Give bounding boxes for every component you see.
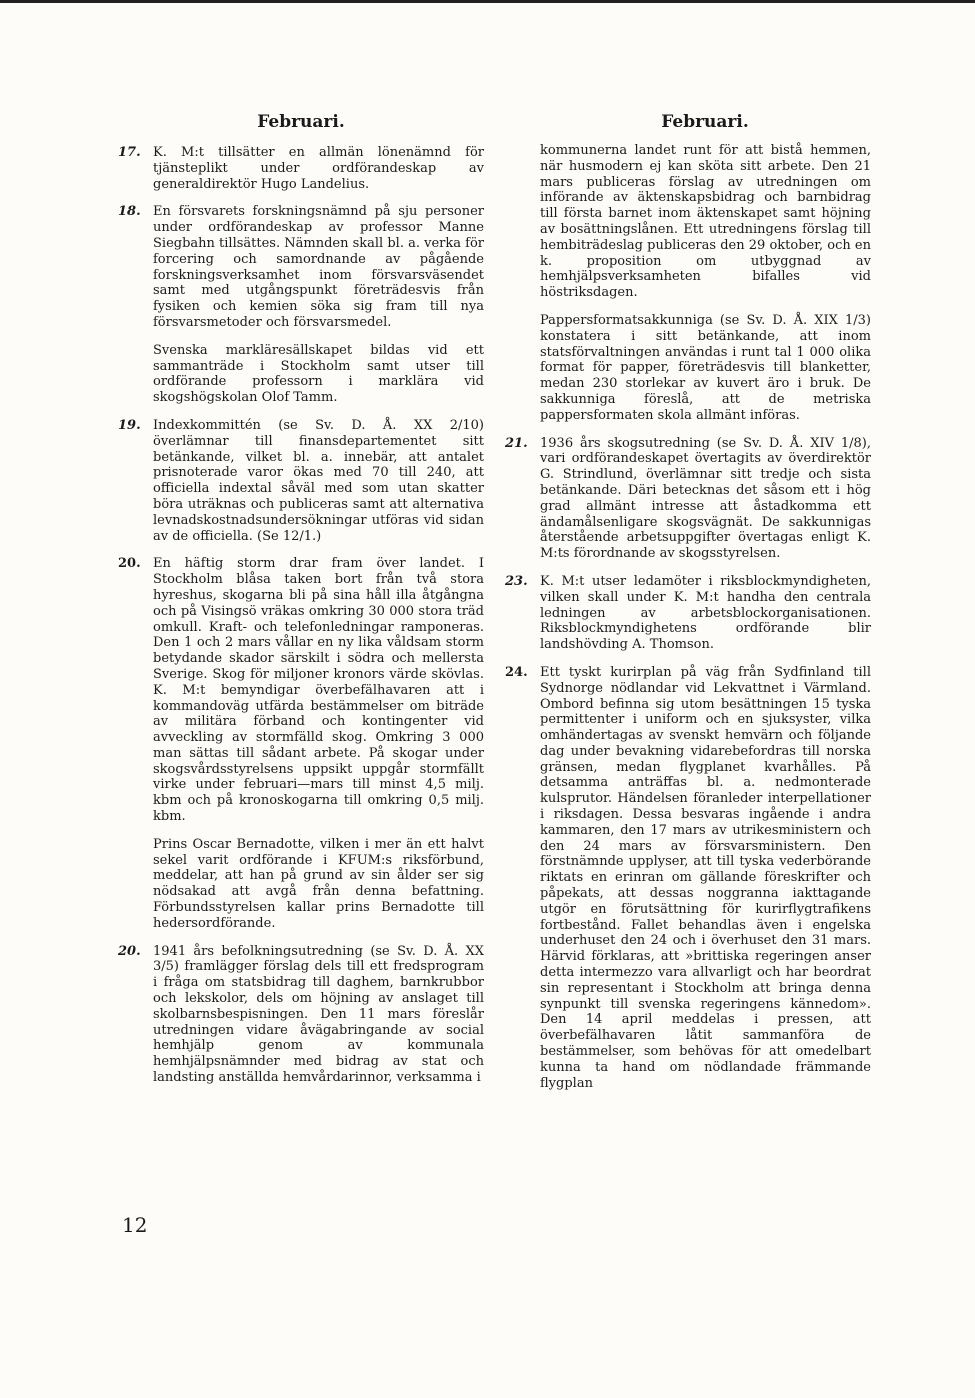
entry-date: 20.	[118, 943, 141, 959]
entry-left-7	[118, 944, 484, 1086]
entry-text: 1941 års befolkningsutredning (se Sv. D. Å. XX 3/5) framlägger förslag dels till ett fredsprogram i fråga om statsbidrag till daghem, barnkrubbor och lekskolor, dels om höjning av anslaget till skolbarnsbespisningen. Den 11 mars föreslår utredningen vidare åvägabringande av social hemhjälp genom av kommunala hemhjälpsnämnder med bidrag av stat och landsting anställda hemvårdarinnor, verksamma i	[153, 943, 484, 1086]
entry-text: 1936 års skogsutredning (se Sv. D. Å. XIV 1/8), vari ordförandeskapet övertagits av överdirektör G. Strindlund, överlämnar sitt tredje och sista betänkande. Däri betecknas det såsom ett i hög grad allmänt intresse att åstadkomma ett ändamålsenligare skogsvägnät. De sakkunnigas återstående arbetsuppgifter övertagas enligt K. M:ts förordnande av skogsstyrelsen.	[540, 435, 871, 562]
page-number: 12	[122, 1213, 148, 1237]
entry-text: Indexkommittén (se Sv. D. Å. XX 2/10) överlämnar till finansdepartementet sitt betänkande, vilket bl. a. innebär, att antalet prisnoterade varor ökas med 70 till 240, att officiella indextal såväl med som utan skatter böra uträknas och publiceras samt att alternativa levnadskostnadsundersökningar utföras vid sidan av de officiella. (Se 12/1.)	[153, 417, 484, 544]
entry-left-1	[118, 145, 484, 192]
entry-left-4	[118, 418, 484, 544]
entry-left-3	[118, 343, 484, 406]
entry-right-5	[505, 665, 871, 1092]
left-entries	[118, 145, 484, 1098]
entry-date: 19.	[118, 417, 141, 433]
entry-right-3	[505, 436, 871, 562]
entry-date: 17.	[118, 145, 141, 160]
entry-right-2	[505, 313, 871, 424]
entry-date: 24.	[505, 664, 528, 680]
entry-right-1	[505, 143, 871, 301]
entry-text: Ett tyskt kurirplan på väg från Sydfinland till Sydnorge nödlandar vid Lekvattnet i Värmland. Ombord befinna sig utom besättningen 15 tyska permittenter i uniform och en sjuksyster, vilka omhändertagas av svenskt hemvärn och följande dag under bevakning vidarebefordras till norska gränsen, medan flygplanet kvarhålles. På detsamma anträffas bl. a. nedmonterade kulsprutor. Händelsen föranleder interpellationer i riksdagen. Dessa besvaras ingående i andra kammaren, den 17 mars av utrikesministern och den 24 mars av försvarsministern. Den förstnämnde upplyser, att till tyska vederbörande riktats en erinran om gällande föreskrifter och påpekats, att dessas noggranna iakttagande utgör en förutsättning för kurirflygtrafikens fortbestånd. Fallet behandlas även i engelska underhuset den 24 och i överhuset den 31 mars. Härvid förklaras, att »brittiska regeringen anser detta intermezzo vara allvarligt och har beordrat sin representant i Stockholm att bringa denna synpunkt till svenska regeringens kännedom». Den 14 april meddelas i pressen, att överbefälhavaren låtit sammanföra de bestämmelser, som behövas för att omedelbart kunna ta hand om nödlandade främmande flygplan	[540, 664, 871, 1091]
entry-text: K. M:t utser ledamöter i riksblockmyndigheten, vilken skall under K. M:t handha den centrala ledningen av arbetsblockorganisationen. Riksblockmyndighetens ordförande blir landshövding A. Thomson.	[540, 573, 871, 653]
left-column-heading: Februari.	[257, 112, 345, 132]
entry-date: 23.	[505, 573, 528, 589]
entry-right-4	[505, 574, 871, 653]
entry-text: En häftig storm drar fram över landet. I Stockholm blåsa taken bort från två stora hyreshus, skogarna bli på sina håll illa åtgångna och på Visingsö vräkas omkring 30 000 stora träd omkull. Kraft- och telefonledningar ramponeras. Den 1 och 2 mars vållar en ny lika våldsam storm betydande skador särskilt i södra och mellersta Sverige. Skog för miljoner kronors värde skövlas. K. M:t bemyndigar överbefälhavaren att i kommandoväg utfärda bestämmelser om biträde av militära förband och kontingenter vid avveckling av stormfälld skog. Omkring 3 000 man sättas till sådant arbete. På skogar under skogsvårdsstyrelsens uppsikt uppgår stormfällt virke under februari—mars till minst 4,5 milj. kbm och på kronoskogarna till omkring 0,5 milj. kbm.	[153, 556, 484, 825]
entry-left-6	[118, 837, 484, 932]
top-edge-rule	[0, 0, 975, 3]
entry-left-5	[118, 556, 484, 825]
entry-text: kommunerna landet runt för att bistå hemmen, när husmodern ej kan sköta sitt arbete. Den 21 mars publiceras förslag av utredningen om införande av äktenskapsbidrag och barnbidrag till första barnet inom äktenskapet samt höjning av bosättningslånen. Ett utredningens förslag till hembiträdeslag publiceras den 29 oktober, och en k. proposition om utbyggnad av hemhjälpsverksamheten bifalles vid höstriksdagen.	[540, 143, 871, 301]
entry-text: Svenska markläresällskapet bildas vid ett sammanträde i Stockholm samt utser till ordförande professorn i marklära vid skogshögskolan Olof Tamm.	[153, 342, 484, 406]
entry-text: En försvarets forskningsnämnd på sju personer under ordförandeskap av professor Manne Siegbahn tillsättes. Nämnden skall bl. a. verka för forcering och samordnande av pågående forskningsverksamhet inom försvarsväsendet samt med utgångspunkt företrädesvis från fysiken och kemien söka sig fram till nya försvarsmetoder och försvarsmedel.	[153, 204, 484, 330]
entry-date: 18.	[118, 204, 141, 220]
entry-text: K. M:t tillsätter en allmän lönenämnd för tjänsteplikt under ordförandeskap av generaldirektör Hugo Landelius.	[153, 145, 484, 192]
entry-text: Pappersformatsakkunniga (se Sv. D. Å. XIX 1/3) konstatera i sitt betänkande, att inom statsförvaltningen användas i runt tal 1 000 olika format för papper, företrädesvis till blanketter, medan 230 storlekar av kuvert äro i bruk. De sakkunniga föreslå, att de metriska pappersformaten skola allmänt införas.	[540, 312, 871, 423]
right-column-heading: Februari.	[661, 112, 749, 132]
entry-date: 20.	[118, 556, 141, 572]
entry-left-2	[118, 204, 484, 330]
entry-date: 21.	[505, 435, 528, 451]
right-entries	[505, 143, 871, 1103]
entry-text: Prins Oscar Bernadotte, vilken i mer än ett halvt sekel varit ordförande i KFUM:s riksförbund, meddelar, att han på grund av sin ålder ser sig nödsakad att avgå från denna befattning. Förbundsstyrelsen kallar prins Bernadotte till hedersordförande.	[153, 836, 484, 931]
